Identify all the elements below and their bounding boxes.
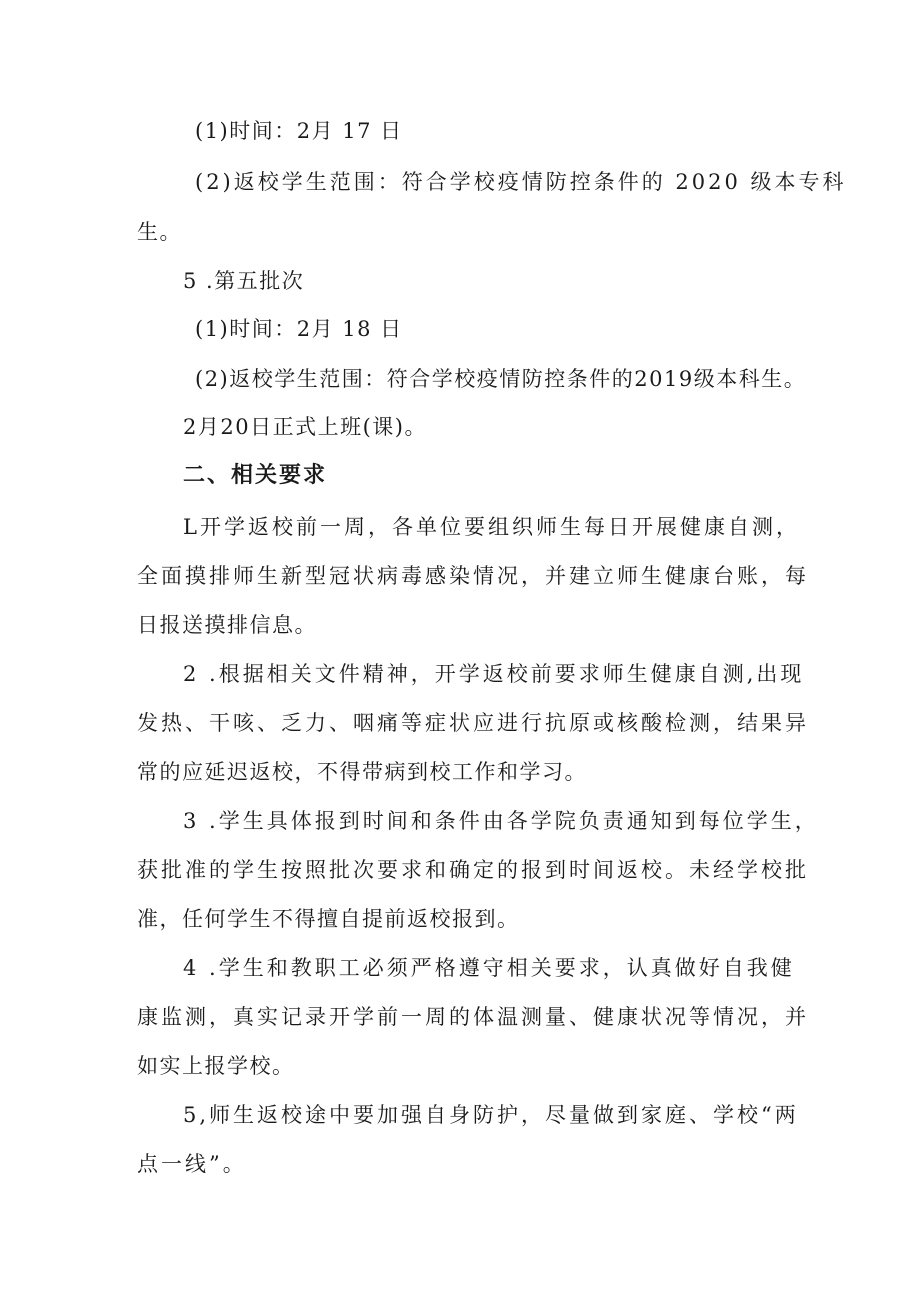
requirement-1-line1: L开学返校前一周，各单位要组织师生每日开展健康自测， [183,515,800,539]
requirement-2-line3: 常的应延迟返校，不得带病到校工作和学习。 [137,760,587,784]
requirement-1-line3: 日报送摸排信息。 [137,613,317,637]
batch4-scope-line1: (2)返校学生范围：符合学校疫情防控条件的 2020 级本专科 [195,170,847,194]
requirement-1-line2: 全面摸排师生新型冠状病毒感染情况，并建立师生健康台账，每 [137,564,809,588]
batch5-scope: (2)返校学生范围：符合学校疫情防控条件的2019级本科生。 [195,367,807,391]
requirement-4-line2: 康监测，真实记录开学前一周的体温测量、健康状况等情况，并 [137,1005,809,1029]
section-heading: 二、相关要求 [183,463,328,488]
requirement-2-line2: 发热、干咳、乏力、咽痛等症状应进行抗原或核酸检测，结果异 [137,711,809,735]
requirement-3-line1: 3 .学生具体报到时间和条件由各学院负责通知到每位学生， [183,809,819,833]
requirement-4-line3: 如实上报学校。 [137,1054,295,1078]
batch4-time: (1)时间：2月 17 日 [195,119,403,143]
requirement-4-line1: 4 .学生和教职工必须严格遵守相关要求，认真做好自我健 [183,956,795,980]
requirement-3-line3: 准，任何学生不得擅自提前返校报到。 [137,907,520,931]
batch5-time: (1)时间：2月 18 日 [195,317,403,341]
requirement-2-line1: 2 .根据相关文件精神，开学返校前要求师生健康自测,出现 [183,662,805,686]
requirement-3-line2: 获批准的学生按照批次要求和确定的报到时间返校。未经学校批 [137,858,809,882]
requirement-5-line2: 点一线”。 [137,1152,247,1176]
start-work-date: 2月20日正式上班(课)。 [183,415,427,439]
batch4-scope-line2: 生。 [137,220,182,244]
requirement-5-line1: 5,师生返校途中要加强自身防护，尽量做到家庭、学校“两 [183,1103,799,1127]
batch5-title: 5 .第五批次 [183,269,305,293]
